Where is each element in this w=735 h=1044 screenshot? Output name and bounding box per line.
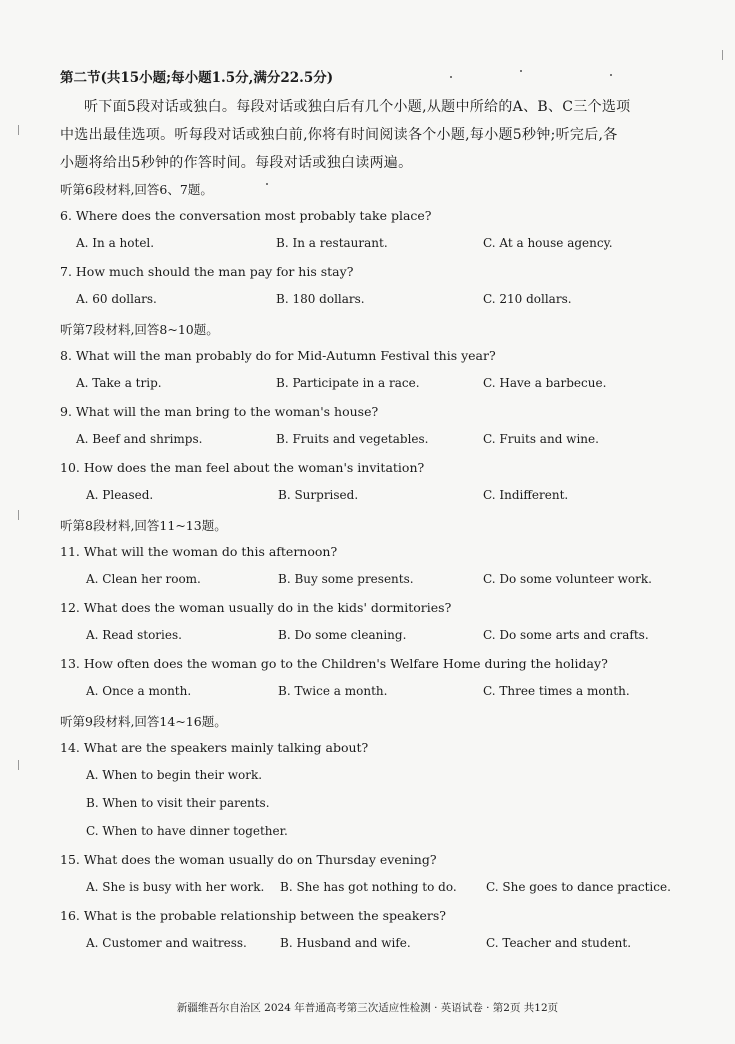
- question-stem: 6. Where does the conversation most probably take place?: [60, 208, 432, 223]
- instruction-line: 听下面5段对话或独白。每段对话或独白后有几个小题,从题中所给的A、B、C三个选项: [84, 99, 631, 115]
- group-heading: 听第9段材料,回答14~16题。: [60, 714, 227, 729]
- option-b[interactable]: B. Twice a month.: [278, 684, 388, 698]
- option-a[interactable]: A. When to begin their work.: [86, 768, 263, 782]
- option-b[interactable]: B. 180 dollars.: [276, 292, 365, 306]
- scan-speck: [610, 74, 612, 76]
- option-a[interactable]: A. She is busy with her work.: [86, 880, 265, 894]
- option-a[interactable]: A. In a hotel.: [76, 236, 155, 250]
- option-a[interactable]: A. 60 dollars.: [76, 292, 157, 306]
- option-a[interactable]: A. Read stories.: [86, 628, 182, 642]
- option-c[interactable]: C. When to have dinner together.: [86, 824, 288, 838]
- scan-mark: [18, 760, 19, 770]
- scan-speck: [520, 70, 522, 72]
- option-c[interactable]: C. Teacher and student.: [486, 936, 632, 950]
- question-stem: 7. How much should the man pay for his stay?: [60, 264, 354, 279]
- question-stem: 9. What will the man bring to the woman's house?: [60, 404, 379, 419]
- question-stem: 11. What will the woman do this afternoon?: [60, 544, 338, 559]
- question-stem: 16. What is the probable relationship between the speakers?: [60, 908, 446, 923]
- option-b[interactable]: B. When to visit their parents.: [86, 796, 270, 810]
- option-c[interactable]: C. Do some volunteer work.: [483, 572, 652, 586]
- question-stem: 13. How often does the woman go to the Children's Welfare Home during the holiday?: [60, 656, 608, 671]
- scan-speck: [266, 183, 268, 185]
- question-stem: 8. What will the man probably do for Mid-Autumn Festival this year?: [60, 348, 496, 363]
- option-c[interactable]: C. Three times a month.: [483, 684, 630, 698]
- option-c[interactable]: C. She goes to dance practice.: [486, 880, 671, 894]
- question-stem: 15. What does the woman usually do on Thursday evening?: [60, 852, 437, 867]
- option-c[interactable]: C. Have a barbecue.: [483, 376, 607, 390]
- scan-mark: [18, 510, 19, 520]
- option-a[interactable]: A. Once a month.: [86, 684, 192, 698]
- option-a[interactable]: A. Beef and shrimps.: [76, 432, 203, 446]
- scan-mark: [18, 125, 19, 135]
- option-c[interactable]: C. Fruits and wine.: [483, 432, 599, 446]
- option-b[interactable]: B. Participate in a race.: [276, 376, 420, 390]
- option-b[interactable]: B. Husband and wife.: [280, 936, 411, 950]
- question-stem: 12. What does the woman usually do in the kids' dormitories?: [60, 600, 452, 615]
- option-a[interactable]: A. Take a trip.: [76, 376, 162, 390]
- page-footer: 新疆维吾尔自治区 2024 年普通高考第三次适应性检测 · 英语试卷 · 第2页 共12页: [176, 1002, 559, 1014]
- option-b[interactable]: B. Buy some presents.: [278, 572, 414, 586]
- section-title: 第二节(共15小题;每小题1.5分,满分22.5分): [60, 70, 334, 86]
- option-b[interactable]: B. She has got nothing to do.: [280, 880, 457, 894]
- scan-speck: [450, 76, 452, 78]
- option-b[interactable]: B. Fruits and vegetables.: [276, 432, 429, 446]
- option-c[interactable]: C. 210 dollars.: [483, 292, 572, 306]
- instruction-line: 中选出最佳选项。听每段对话或独白前,你将有时间阅读各个小题,每小题5秒钟;听完后,各: [60, 127, 618, 143]
- option-a[interactable]: A. Clean her room.: [86, 572, 201, 586]
- option-a[interactable]: A. Pleased.: [86, 488, 154, 502]
- option-c[interactable]: C. At a house agency.: [483, 236, 613, 250]
- option-c[interactable]: C. Indifferent.: [483, 488, 569, 502]
- option-b[interactable]: B. Surprised.: [278, 488, 359, 502]
- option-a[interactable]: A. Customer and waitress.: [86, 936, 247, 950]
- option-b[interactable]: B. In a restaurant.: [276, 236, 388, 250]
- group-heading: 听第8段材料,回答11~13题。: [60, 518, 227, 533]
- group-heading: 听第6段材料,回答6、7题。: [60, 182, 213, 197]
- question-stem: 10. How does the man feel about the woman's invitation?: [60, 460, 425, 475]
- scan-mark: [722, 50, 723, 60]
- group-heading: 听第7段材料,回答8~10题。: [60, 322, 219, 337]
- option-b[interactable]: B. Do some cleaning.: [278, 628, 407, 642]
- option-c[interactable]: C. Do some arts and crafts.: [483, 628, 649, 642]
- question-stem: 14. What are the speakers mainly talking about?: [60, 740, 369, 755]
- instruction-line: 小题将给出5秒钟的作答时间。每段对话或独白读两遍。: [60, 155, 413, 171]
